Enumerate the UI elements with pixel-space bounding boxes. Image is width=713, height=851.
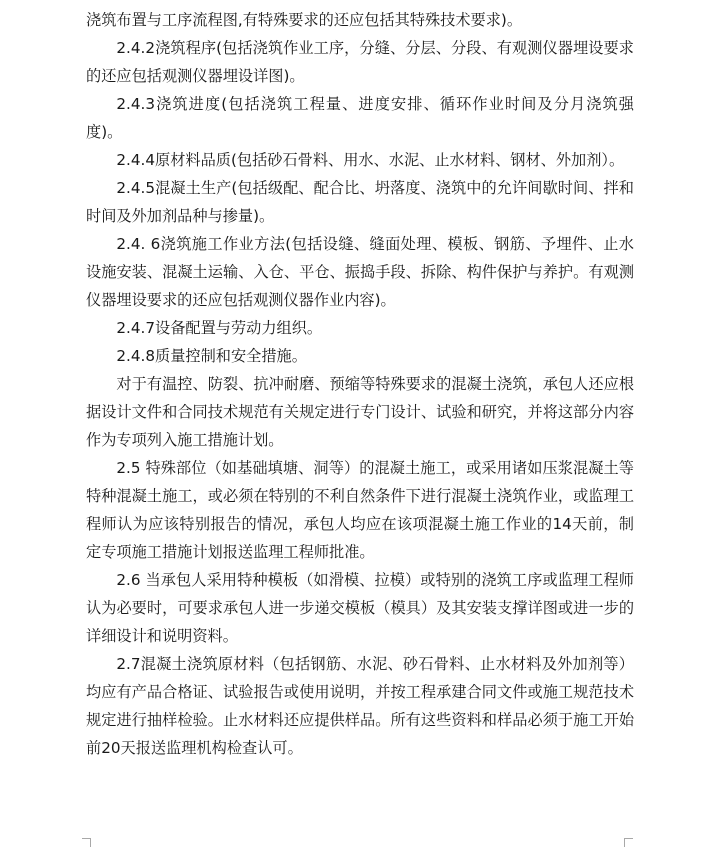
paragraph-continuation: 浇筑布置与工序流程图,有特殊要求的还应包括其特殊技术要求)。 (86, 11, 523, 29)
paragraph-2-4-5: 2.4.5混凝土生产(包括级配、配合比、坍落度、浇筑中的允许间歇时间、拌和时间及外加剂品种与掺量)。 (86, 179, 634, 225)
document-body (86, 6, 634, 762)
paragraph-2-6: 2.6 当承包人采用特种模板（如滑模、拉模）或特别的浇筑工序或监理工程师认为必要时，可要求承包人进一步递交模板（模具）及其安装支撑详图或进一步的详细设计和说明资料。 (86, 571, 634, 645)
margin-corner-mark-right (624, 838, 633, 847)
paragraph-2-4-6: 2.4. 6浇筑施工作业方法(包括设缝、缝面处理、模板、钢筋、予埋件、止水设施安装、混凝土运输、入仓、平仓、振捣手段、拆除、构件保护与养护。有观测仪器埋设要求的还应包括观测仪器作业内容)。 (86, 235, 634, 309)
paragraph-2-4-8: 2.4.8质量控制和安全措施。 (116, 347, 307, 365)
margin-corner-mark-left (82, 838, 91, 847)
paragraph-2-7: 2.7混凝土浇筑原材料（包括钢筋、水泥、砂石骨料、止水材料及外加剂等）均应有产品合格证、试验报告或使用说明，并按工程承建合同文件或施工规范技术规定进行抽样检验。止水材料还应提供样品。所有这些资料和样品必须于施工开始前20天报送监理机构检查认可。 (86, 655, 634, 757)
paragraph-2-4-4: 2.4.4原材料品质(包括砂石骨料、用水、水泥、止水材料、钢材、外加剂）。 (116, 151, 625, 169)
paragraph-2-4-3: 2.4.3浇筑进度(包括浇筑工程量、进度安排、循环作业时间及分月浇筑强度)。 (86, 95, 634, 141)
paragraph-special-requirements: 对于有温控、防裂、抗冲耐磨、预缩等特殊要求的混凝土浇筑，承包人还应根据设计文件和合同技术规范有关规定进行专门设计、试验和研究，并将这部分内容作为专项列入施工措施计划。 (86, 375, 634, 449)
paragraph-2-4-7: 2.4.7设备配置与劳动力组织。 (116, 319, 323, 337)
paragraph-2-4-2: 2.4.2浇筑程序(包括浇筑作业工序，分缝、分层、分段、有观测仪器埋设要求的还应包括观测仪器埋设详图)。 (86, 39, 634, 85)
paragraph-2-5: 2.5 特殊部位（如基础填塘、洞等）的混凝土施工，或采用诸如压浆混凝土等特种混凝土施工，或必须在特别的不利自然条件下进行混凝土浇筑作业，或监理工程师认为应该特别报告的情况，承包人均应在该项混凝土施工作业的14天前，制定专项施工措施计划报送监理工程师批准。 (86, 459, 634, 561)
